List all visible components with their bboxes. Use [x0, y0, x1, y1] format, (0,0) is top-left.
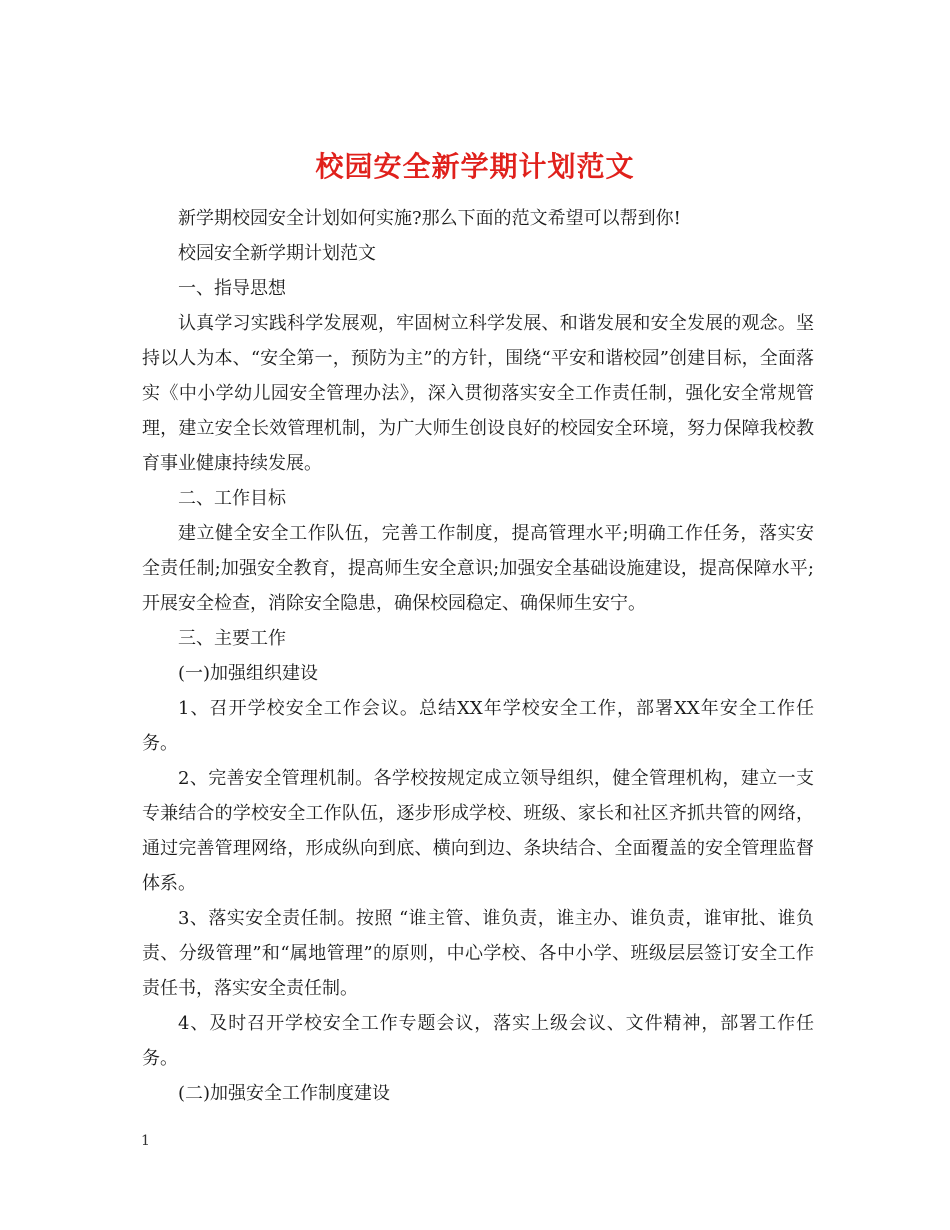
- subsection-heading-organization: (一)加强组织建设: [178, 663, 319, 684]
- document-body: [142, 201, 814, 1111]
- subtitle-paragraph: 校园安全新学期计划范文: [178, 243, 376, 264]
- subsection-heading-system-building: (二)加强安全工作制度建设: [178, 1083, 391, 1104]
- page-number: 1: [141, 1133, 150, 1149]
- section-heading-work-goals: 二、工作目标: [178, 488, 286, 509]
- list-item: 4、及时召开学校安全工作专题会议，落实上级会议、文件精神，部署工作任务。: [142, 1013, 814, 1069]
- body-paragraph: 认真学习实践科学发展观，牢固树立科学发展、和谐发展和安全发展的观念。坚持以人为本、“安全第一，预防为主”的方针，围绕“平安和谐校园”创建目标，全面落实《中小学幼儿园安全管理办法》，深入贯彻落实安全工作责任制，强化安全常规管理，建立安全长效管理机制，为广大师生创设良好的校园安全环境，努力保障我校教育事业健康持续发展。: [142, 313, 814, 474]
- list-item: 1、召开学校安全工作会议。总结XX年学校安全工作，部署XX年安全工作任务。: [142, 698, 814, 754]
- intro-paragraph: 新学期校园安全计划如何实施?那么下面的范文希望可以帮到你!: [178, 208, 681, 229]
- document-title: 校园安全新学期计划范文: [315, 149, 635, 183]
- section-heading-main-work: 三、主要工作: [178, 628, 286, 649]
- section-heading-guiding-ideology: 一、指导思想: [178, 278, 286, 299]
- body-paragraph: 建立健全安全工作队伍，完善工作制度，提高管理水平;明确工作任务，落实安全责任制;加强安全教育，提高师生安全意识;加强安全基础设施建设，提高保障水平;开展安全检查，消除安全隐患，确保校园稳定、确保师生安宁。: [142, 523, 814, 614]
- list-item: 3、落实安全责任制。按照 “谁主管、谁负责，谁主办、谁负责，谁审批、谁负责、分级管理”和“属地管理”的原则，中心学校、各中小学、班级层层签订安全工作责任书，落实安全责任制。: [142, 908, 814, 999]
- list-item: 2、完善安全管理机制。各学校按规定成立领导组织，健全管理机构，建立一支专兼结合的学校安全工作队伍，逐步形成学校、班级、家长和社区齐抓共管的网络，通过完善管理网络，形成纵向到底、横向到边、条块结合、全面覆盖的安全管理监督体系。: [142, 768, 814, 894]
